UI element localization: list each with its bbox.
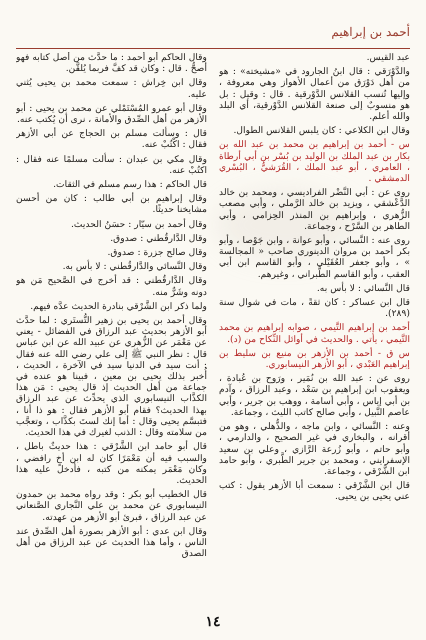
paragraph: وقال مكي بن عبدان : سألت مسلمًا عنه فقال : اكتُبْ عنه. xyxy=(16,153,207,176)
paragraph: وقال صالح جزرة : صدوق. xyxy=(107,247,207,259)
paragraph: وقال الحاكم أبو أحمد : ما حدَّث من أصل كتابه فهو أصحُّ . قال : وكان قد كفَّ فربما يُلقَّن. xyxy=(16,52,207,75)
paragraph: قال النَّسائي : لا بأس به. xyxy=(316,282,410,294)
left-column xyxy=(16,52,207,600)
paragraph: عبد القيس. xyxy=(366,52,410,63)
paragraph: قال أبو حامد ابن الشَّرْقي : هذا حديثٌ باطل ، والسبب فيه أن مَعْمَرًا كان له ابن أخٍ رافضي ، وكان مَعْمَر يمكنه من كتبه ، فأدخل عليه هذا الحديث. xyxy=(16,441,207,486)
paragraph: روى عن : أبي النَّضْر الفراديسي ، ومحمد بن خالد الدَّعْشقي ، ويزيد بن خالد الرَّملي ، وأبي مصعب الزُّهري ، وإبراهيم بن المنذر الحِزامي ، وأبي الطاهر بن السَّرْح ، وجماعة. xyxy=(219,187,410,232)
entry-heading: س ق - أحمد بن الأزهر بن منيع بن سليط بن إبراهيم العَبْدي ، أبو الأزهر النيسابوري. xyxy=(219,347,410,371)
paragraph: وقال أحمد بن يحيى بن زهير التُّستَري : لما حدَّث أبو الأزهر بحديث عبد الرزاق في الفضائل - يعني عن مَعْمَر عن الزُّهري عن عبيد الله عن ابن عباس قال : نظر النبي ﷺ إلى علي رضي الله عنه فقال : أنت سيد في الدنيا سيد في الآخرة ، الحديث ، أُخبر بذلك يحيى بن معين ، فبينا هو عنده في جماعة من أهل الحديث إذ قال يحيى : مَن هذا الكذَّاب النيسابوري الذي يحدِّث عن عبد الرزاق بهذا الحديث؟ فقام أبو الأزهر فقال : هو ذا أنا ، فتبسَّم يحيى وقال : أما إنك لستَ بكذَّاب ، وتعجَّب من سلامته وقال : الذنب لغيرك في هذا الحديث. xyxy=(16,315,207,439)
paragraph: قال : وسألت مسلم بن الحجاج عن أبي الأزهر فقال : اكْتُبْ عنه. xyxy=(16,128,207,151)
paragraph: وقال ابن الكلاعي : كان يلبس القلانس الطوال. xyxy=(233,125,410,137)
paragraph: وقال الدَّارقُطني : قد أخرج في الصَّحيح مَن هو دونه وشَرٌّ منه. xyxy=(16,275,207,298)
paragraph: وقال النَّسائي والدَّارقُطني : لا بأس به. xyxy=(62,261,207,273)
paragraph: وقال ابن عدي : أبو الأزهر بصورة أهل الصِّدق عند الناس ، وأما هذا الحديث عن عبد الرزاق من أهل الصدق xyxy=(16,525,207,560)
running-title: أحمد بن إبراهيم xyxy=(331,25,410,39)
paragraph: وقال أحمد بن سيّار : حسَنُ الحديث. xyxy=(70,218,207,230)
paragraph: قال ابن الشَّرْقي : سمعت أبا الأزهر يقول : كتب عني يحيى بن يحيى. xyxy=(219,480,410,503)
page-number: ١٤ xyxy=(205,614,221,630)
paragraph: وعنه : النَّسائي ، وابن ماجه ، والذُّهلي ، وهو من أقرانه ، والبخاري في غير الصحيح ، والدارمي ، وأبو حاتم ، وأبو زُرعة الرَّازي ، وعلي بن سعيد الإسفرايني ، ومحمد بن جرير الطَّبري ، وأبو حامد ابن الشَّرْقي ، وجماعة. xyxy=(219,421,410,477)
paragraph: قال الخطيب أبو بكر : وقد رواه محمد بن حمدون النيسابوري عن محمد بن علي النَّجاري الصَّنعاني عن عبد الرزاق ، فبرئ أبو الأزهر من عهدته. xyxy=(16,489,207,523)
entry-heading: أحمد بن إبراهيم التَّيمي ، صوابه إبراهيم بن محمد التَّيمي ، يأتي . والحديث في أوائل النِّكاح من (د). xyxy=(219,322,410,345)
paragraph: قال ابن عساكر : كان ثقةً ، مات في شوال سنة (٢٨٩). xyxy=(219,297,410,320)
paragraph: وقال ابن خِراش : سمعت محمد بن يحيى يُثني عليه. xyxy=(16,77,207,100)
paragraph: قال الحاكم : هذا رسم مسلم في الثقات. xyxy=(53,179,207,191)
paragraph: وقال أبو عمرو المُسْتَمْلي عن محمد بن يحيى : أبو الأزهر من أهل الصِّدق والأمانة ، نرى أن يُكتب عنه. xyxy=(16,102,207,126)
paragraph: روى عن : عبد الله بن نُمَير ، ورَوح بن عُبادة ، ويعقوب ابن إبراهيم بن سَعْد ، وعبد الرزاق ، وآدم بن أبي إياس ، وأبي أسامة ، ووهب بن جرير ، وأبي عاصم النَّبيل ، وأبي صالح كاتب الليث ، وجماعة. xyxy=(219,373,410,418)
entry-heading: س - أحمد بن إبراهيم بن محمد بن عبد الله بن بكار بن عبد الملك بن الوليد بن بُسْر بن أبي أرطاة ، العامري ، أبو عبد الملك ، القُرَشيُّ ، البُسْري الدمشقي . xyxy=(219,139,410,185)
right-column xyxy=(219,52,410,600)
paragraph: ولما ذكر ابن الشَّرْقي بنادرة الحديث عدَّه فيهم. xyxy=(30,300,207,312)
page-header xyxy=(16,12,410,49)
text-columns xyxy=(16,52,410,600)
paragraph: وقال إبراهيم بن أبي طالب : كان من أحسن مشايخنا حديثًا. xyxy=(16,193,207,216)
paragraph: وقال الدَّارقُطني : صدوق. xyxy=(110,232,207,244)
paragraph: والدَّوْرَقي : قال ابنُ الجارود في «مشيخته» : هو من أهل دَوْرَق من أعمال الأهواز وهي معروفة ، وإليها تُنسب القلانس الدَّوْرقية . قال : وقيل : بل هو منسوبٌ إلى صنعة القلانس الدَّوْرقية، أي البلد والله أعلم. xyxy=(219,66,410,123)
paragraph: روى عنه : النَّسائي ، وأبو عوانة ، وابن جَوْصا ، وأبو بكر أحمد بن مروان الدينوري صاحب « المجالسة » ، وأبو جعفر العُقَيْلي ، وأبو القاسم ابن أبي العقب ، وأبو القاسم الطَّبراني ، وغيرهم. xyxy=(219,235,410,280)
